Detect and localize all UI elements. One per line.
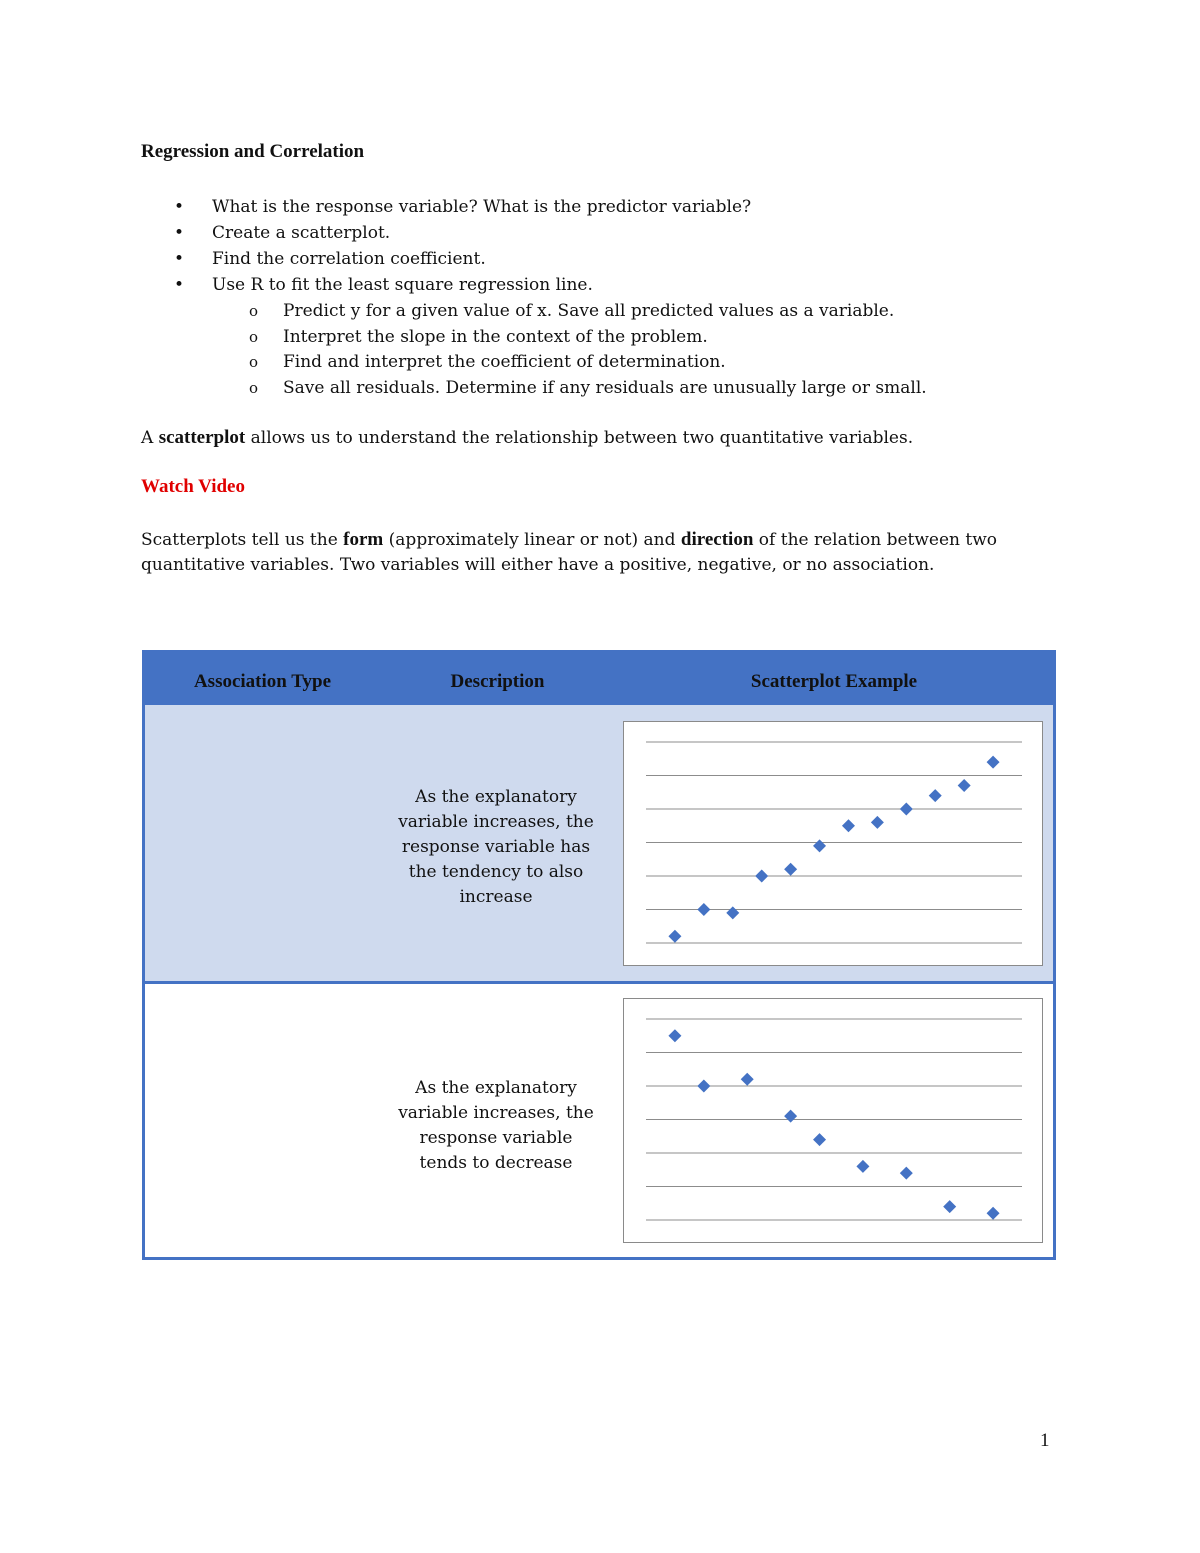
list-item: [141, 272, 1081, 298]
data-point: [987, 756, 1000, 769]
data-point: [813, 1133, 826, 1146]
text-span: allows us to understand the relationship between two quantitative variables.: [245, 428, 914, 448]
sub-list-item-text: Predict y for a given value of x. Save all predicted values as a variable.: [283, 301, 895, 321]
data-point: [726, 906, 739, 919]
sub-list-item-text: Interpret the slope in the context of the problem.: [283, 326, 708, 347]
data-point: [943, 1200, 956, 1213]
header-description: Description: [450, 671, 545, 692]
data-point: [813, 839, 826, 852]
sub-list-item: [141, 324, 1081, 350]
description-line: tends to decrease: [419, 1153, 573, 1173]
description-line: As the explanatory: [415, 1078, 577, 1098]
list-item-text: Use R to fit the least square regression line.: [212, 275, 593, 295]
bullet-icon: •: [174, 197, 185, 217]
data-point: [697, 903, 710, 916]
description-line: increase: [459, 887, 533, 907]
data-point: [900, 1167, 913, 1180]
bullet-icon: •: [174, 275, 185, 295]
header-association-type: Association Type: [193, 671, 332, 692]
data-point: [755, 870, 768, 883]
form-direction-paragraph: [141, 527, 1061, 578]
positive-scatterplot: [623, 721, 1043, 966]
scatterplot-svg: [624, 999, 1042, 1242]
list-item: [141, 246, 1081, 272]
list-item: [141, 220, 1081, 246]
data-point: [697, 1080, 710, 1093]
sub-list-item-text: Find and interpret the coefficient of determination.: [283, 352, 726, 372]
circle-bullet-icon: o: [249, 327, 259, 346]
text-span: Scatterplots tell us the: [141, 530, 344, 550]
description-cell: [385, 1076, 607, 1176]
circle-bullet-icon: o: [249, 302, 259, 320]
data-point: [871, 816, 884, 829]
table-row-negative: [145, 984, 1053, 1257]
bullet-icon: •: [174, 249, 185, 269]
data-point: [668, 1029, 681, 1042]
data-point: [987, 1207, 1000, 1220]
task-list: [141, 194, 1081, 400]
list-item: [141, 194, 1081, 220]
description-line: response variable has: [401, 837, 591, 857]
description-line: variable increases, the: [398, 812, 594, 832]
description-line: variable increases, the: [398, 1103, 594, 1123]
description-line: response variable: [419, 1128, 573, 1148]
data-point: [958, 779, 971, 792]
scatterplot-definition: [141, 425, 1061, 451]
watch-video-link[interactable]: Watch Video: [141, 476, 245, 497]
text-span: (approximately linear or not) and: [383, 530, 681, 550]
sub-list-item: [141, 298, 1081, 324]
description-line: the tendency to also: [408, 862, 584, 882]
data-point: [900, 803, 913, 816]
term-scatterplot: scatterplot: [158, 427, 246, 448]
negative-scatterplot: [623, 998, 1043, 1243]
list-item-text: What is the response variable? What is the predictor variable?: [212, 197, 752, 217]
page-title: Regression and Correlation: [141, 141, 365, 162]
scatterplot-svg: [624, 722, 1042, 965]
list-item-text: Find the correlation coefficient.: [212, 249, 486, 269]
text-span: of the relation between two quantitative variables. Two variables will either have a positive, negative, or no association.: [141, 530, 998, 575]
circle-bullet-icon: o: [249, 353, 259, 371]
data-point: [741, 1073, 754, 1086]
bullet-icon: •: [174, 223, 185, 243]
data-point: [784, 863, 797, 876]
data-point: [929, 789, 942, 802]
header-scatterplot-example: Scatterplot Example: [750, 671, 918, 692]
text-span: A: [141, 428, 159, 448]
sub-list-item: [141, 375, 1081, 401]
sub-list-item: [141, 349, 1081, 375]
data-point: [856, 1160, 869, 1173]
table-header: [145, 653, 1053, 705]
term-direction: direction: [680, 529, 754, 550]
data-point: [842, 819, 855, 832]
page-number: 1: [1040, 1430, 1050, 1451]
circle-bullet-icon: o: [249, 378, 259, 397]
data-point: [668, 930, 681, 943]
description-line: As the explanatory: [415, 787, 577, 807]
description-cell: [385, 785, 607, 910]
data-point: [784, 1110, 797, 1123]
table-row-positive: [145, 705, 1053, 984]
list-item-text: Create a scatterplot.: [212, 223, 391, 243]
term-form: form: [343, 529, 384, 550]
association-table: [142, 650, 1056, 1260]
sub-list-item-text: Save all residuals. Determine if any residuals are unusually large or small.: [283, 377, 927, 398]
